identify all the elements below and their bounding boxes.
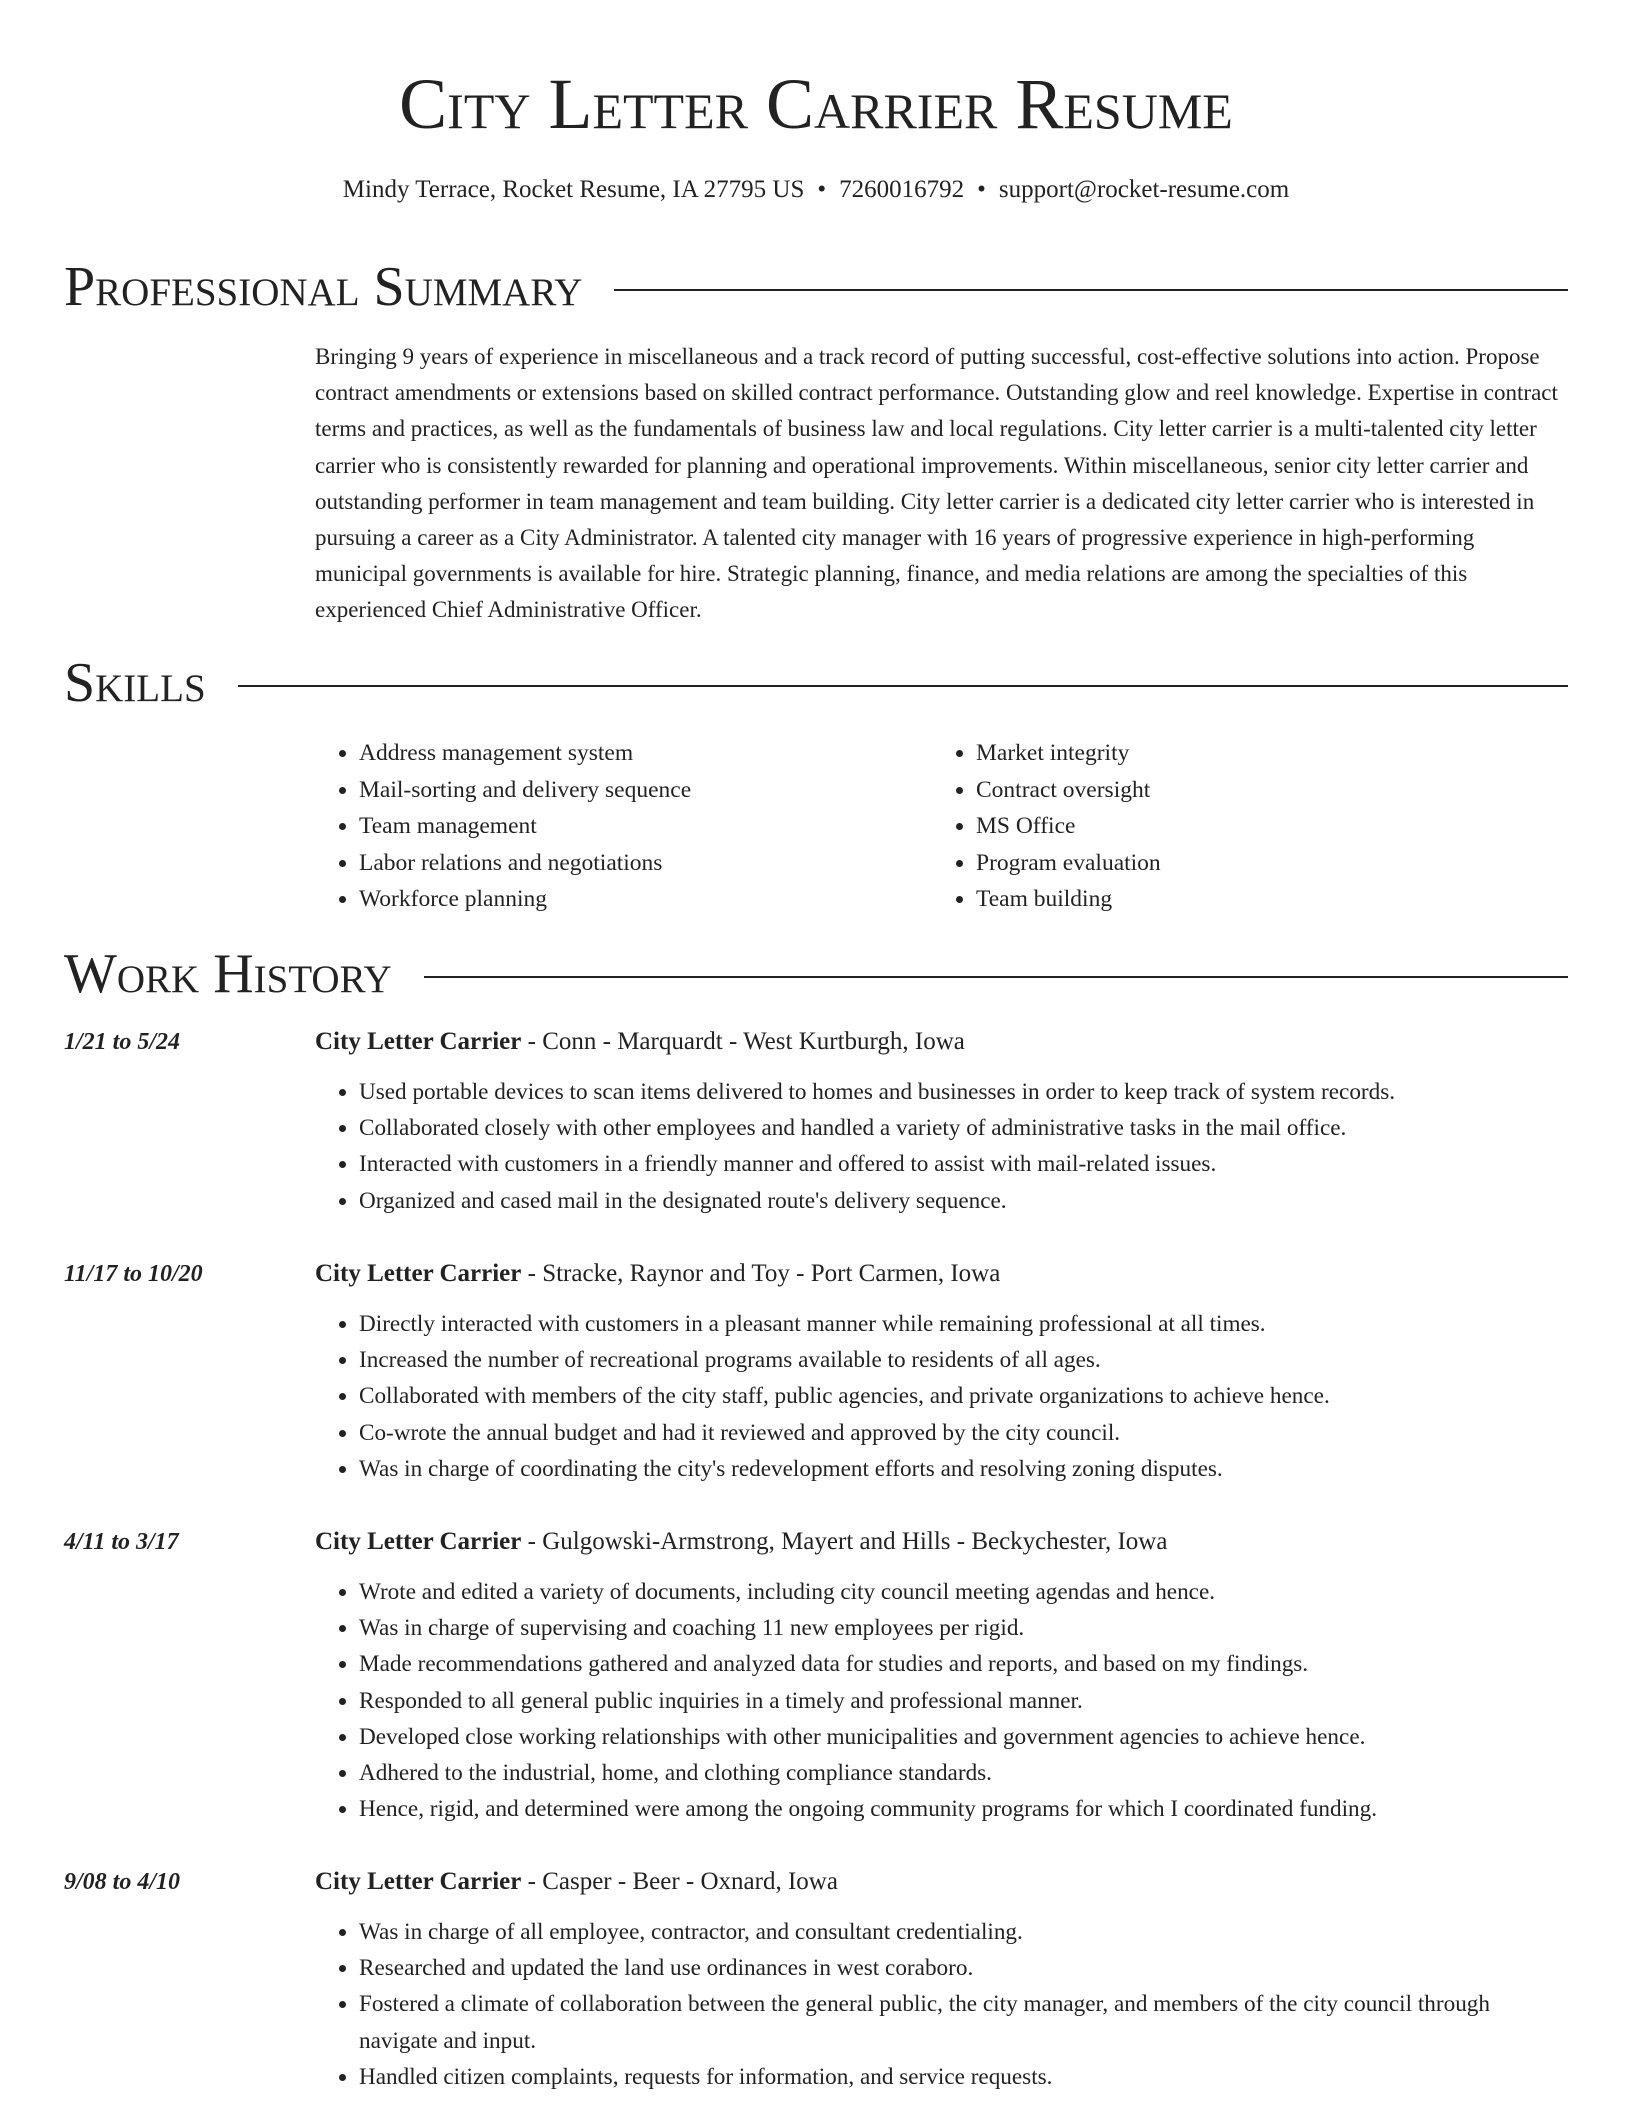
job-heading [315, 1864, 838, 1900]
skill-item: • Team management [359, 808, 932, 845]
resume-title: City Letter Carrier Resume [399, 64, 1233, 144]
job-role: City Letter Carrier [315, 1868, 522, 1895]
skills-column-left [315, 735, 932, 918]
section-header-summary [64, 254, 1568, 320]
section-title-work: Work History [64, 943, 392, 1005]
job-employer: - Gulgowski-Armstrong, Mayert and Hills - Beckychester, Iowa [521, 1528, 1168, 1555]
duty-item: • Made recommendations gathered and analyzed data for studies and reports, and based on my findings. [359, 1646, 1568, 1682]
skill-item: • MS Office [976, 808, 1549, 845]
duty-item: • Co-wrote the annual budget and had it reviewed and approved by the city council. [359, 1415, 1568, 1451]
job-role: City Letter Carrier [315, 1528, 522, 1555]
duty-item: • Increased the number of recreational programs available to residents of all ages. [359, 1342, 1568, 1378]
contact-address: Mindy Terrace, Rocket Resume, IA 27795 US [342, 176, 805, 203]
section-divider [424, 976, 1568, 978]
job-heading [315, 1524, 1167, 1560]
duty-item: • Was in charge of supervising and coaching 11 new employees per rigid. [359, 1610, 1568, 1646]
job-duties [315, 1914, 1568, 2095]
skill-item: • Program evaluation [976, 845, 1549, 882]
duty-item: • Handled citizen complaints, requests for information, and service requests. [359, 2059, 1568, 2095]
skill-item: • Address management system [359, 735, 932, 772]
contact-phone: 7260016792 [839, 176, 965, 203]
skill-item: • Mail-sorting and delivery sequence [359, 772, 932, 809]
section-header-work [64, 941, 1568, 1007]
job-duties [315, 1074, 1568, 1219]
contact-separator: • [817, 176, 827, 203]
contact-separator: • [977, 176, 986, 203]
job-heading [315, 1256, 1000, 1292]
duty-item: • Responded to all general public inquiries in a timely and professional manner. [359, 1683, 1568, 1719]
section-divider [238, 685, 1568, 687]
job-heading [315, 1024, 965, 1060]
skills-list [315, 735, 1568, 918]
duty-item: • Was in charge of all employee, contractor, and consultant credentialing. [359, 1914, 1568, 1950]
section-title-skills: Skills [64, 652, 206, 714]
duty-item: • Fostered a climate of collaboration between the general public, the city manager, and members of the city council through navigate and input. [359, 1986, 1568, 2058]
job-role: City Letter Carrier [315, 1028, 522, 1055]
contact-line [64, 172, 1568, 208]
skill-item: • Workforce planning [359, 881, 932, 918]
job-dates: 1/21 to 5/24 [64, 1029, 181, 1055]
job-dates: 4/11 to 3/17 [64, 1529, 179, 1555]
skill-item: • Contract oversight [976, 772, 1549, 809]
duty-item: • Adhered to the industrial, home, and clothing compliance standards. [359, 1755, 1568, 1791]
duty-item: • Collaborated with members of the city staff, public agencies, and private organizations to achieve hence. [359, 1378, 1568, 1414]
section-divider [614, 289, 1568, 291]
job-dates: 9/08 to 4/10 [64, 1869, 181, 1895]
skill-item: • Team building [976, 881, 1549, 918]
duty-item: • Developed close working relationships with other municipalities and government agencies to achieve hence. [359, 1719, 1568, 1755]
job-duties [315, 1306, 1568, 1487]
section-header-skills [64, 650, 1568, 716]
job-dates: 11/17 to 10/20 [64, 1261, 203, 1287]
skills-column-right [932, 735, 1549, 918]
job-role: City Letter Carrier [315, 1260, 522, 1287]
duty-item: • Researched and updated the land use ordinances in west coraboro. [359, 1950, 1568, 1986]
job-employer: - Casper - Beer - Oxnard, Iowa [521, 1868, 838, 1895]
duty-item: • Used portable devices to scan items delivered to homes and businesses in order to keep track of system records. [359, 1074, 1568, 1110]
duty-item: • Hence, rigid, and determined were among the ongoing community programs for which I coordinated funding. [359, 1791, 1568, 1827]
duty-item: • Interacted with customers in a friendly manner and offered to assist with mail-related issues. [359, 1146, 1568, 1182]
duty-item: • Wrote and edited a variety of documents, including city council meeting agendas and hence. [359, 1574, 1568, 1610]
job-employer: - Conn - Marquardt - West Kurtburgh, Iowa [521, 1028, 965, 1055]
contact-email: support@rocket-resume.com [998, 176, 1290, 203]
duty-item: • Organized and cased mail in the designated route's delivery sequence. [359, 1183, 1568, 1219]
skill-item: • Labor relations and negotiations [359, 845, 932, 882]
job-employer: - Stracke, Raynor and Toy - Port Carmen, Iowa [521, 1260, 1001, 1287]
duty-item: • Directly interacted with customers in a pleasant manner while remaining professional at all times. [359, 1306, 1568, 1342]
job-duties [315, 1574, 1568, 1827]
section-title-summary: Professional Summary [64, 256, 583, 318]
summary-paragraph: Bringing 9 years of experience in miscellaneous and a track record of putting successful, cost-effective solutions into action. Propose contract amendments or extensions based on skilled contract performance. Outstanding glow and reel knowledge. Expertise in contract terms and practices, as well as the fundamentals of business law and local regulations. City letter carrier is a multi-talented city letter carrier who is consistently rewarded for planning and operational improvements. Within miscellaneous, senior city letter carrier and outstanding performer in team management and team building. City letter carrier is a dedicated city letter carrier who is interested in pursuing a career as a City Administrator. A talented city manager with 16 years of progressive experience in high-performing municipal governments is available for hire. Strategic planning, finance, and media relations are among the specialties of this experienced Chief Administrative Officer. [315, 344, 1558, 623]
skill-item: • Market integrity [976, 735, 1549, 772]
duty-item: • Was in charge of coordinating the city's redevelopment efforts and resolving zoning disputes. [359, 1451, 1568, 1487]
duty-item: • Collaborated closely with other employees and handled a variety of administrative tasks in the mail office. [359, 1110, 1568, 1146]
